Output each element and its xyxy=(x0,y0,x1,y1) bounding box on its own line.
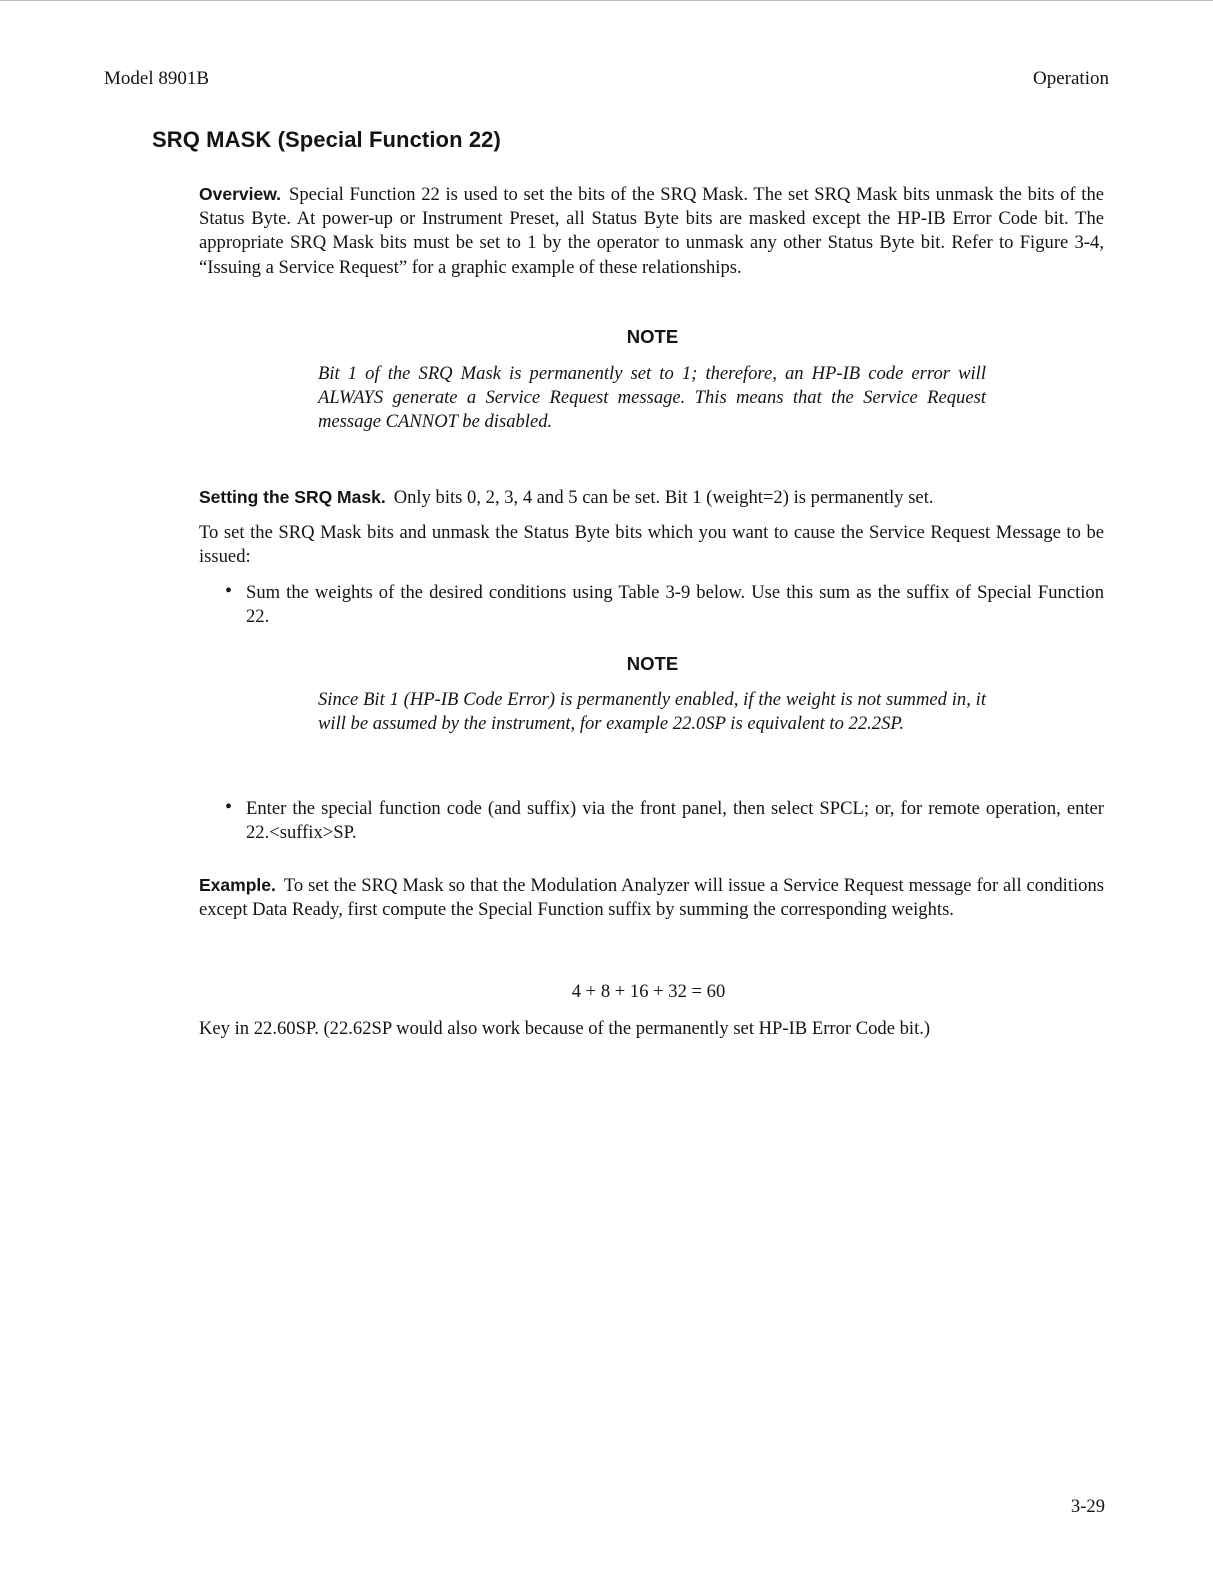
bullet-marker-2: • xyxy=(225,796,233,818)
example-lead: Example. xyxy=(199,875,276,895)
setting-paragraph xyxy=(199,485,1104,510)
bullet-item-2: Enter the special function code (and suffix) via the front panel, then select SPCL; or, for remote operation, enter 22.<suffix>SP. xyxy=(246,798,1104,844)
top-rule xyxy=(0,0,1213,1)
overview-text: Special Function 22 is used to set the bits of the SRQ Mask. The set SRQ Mask bits unmask the bits of the Status Byte. At power-up or Instrument Preset, all Status Byte bits are masked except the HP-IB Error Code bit. The appropriate SRQ Mask bits must be set to 1 by the operator to unmask any other Status Byte bit. Refer to Figure 3-4, “Issuing a Service Request” for a graphic example of these relationships. xyxy=(199,184,1104,278)
section-title: SRQ MASK (Special Function 22) xyxy=(152,127,501,152)
bullet-item-1: Sum the weights of the desired conditions using Table 3-9 below. Use this sum as the suffix of Special Function 22. xyxy=(246,582,1104,628)
example-paragraph xyxy=(199,873,1104,922)
setting-text: Only bits 0, 2, 3, 4 and 5 can be set. Bit 1 (weight=2) is permanently set. xyxy=(393,487,934,508)
running-header-section: Operation xyxy=(1033,68,1109,89)
page-number: 3-29 xyxy=(1070,1496,1105,1517)
setting-lead: Setting the SRQ Mask. xyxy=(199,487,386,507)
overview-paragraph xyxy=(199,182,1104,280)
key-in-paragraph: Key in 22.60SP. (22.62SP would also work because of the permanently set HP-IB Error Code bit.) xyxy=(199,1018,931,1039)
example-text: To set the SRQ Mask so that the Modulation Analyzer will issue a Service Request message for all conditions except Data Ready, first compute the Special Function suffix by summing the corresponding weights. xyxy=(199,875,1104,921)
overview-lead: Overview. xyxy=(199,184,282,204)
note-heading-2: NOTE xyxy=(626,653,679,674)
setting-intro: To set the SRQ Mask bits and unmask the Status Byte bits which you want to cause the Service Request Message to be issued: xyxy=(199,522,1104,568)
weights-equation: 4 + 8 + 16 + 32 = 60 xyxy=(571,981,726,1002)
running-header-model: Model 8901B xyxy=(104,68,210,89)
note-body-2: Since Bit 1 (HP-IB Code Error) is permanently enabled, if the weight is not summed in, it will be assumed by the instrument, for example 22.0SP is equivalent to 22.2SP. xyxy=(318,689,986,735)
note-body-1: Bit 1 of the SRQ Mask is permanently set to 1; therefore, an HP-IB code error will ALWAYS generate a Service Request message. This means that the Service Request message CANNOT be disabled. xyxy=(318,363,986,433)
bullet-marker-1: • xyxy=(225,580,233,602)
note-heading-1: NOTE xyxy=(626,326,679,347)
